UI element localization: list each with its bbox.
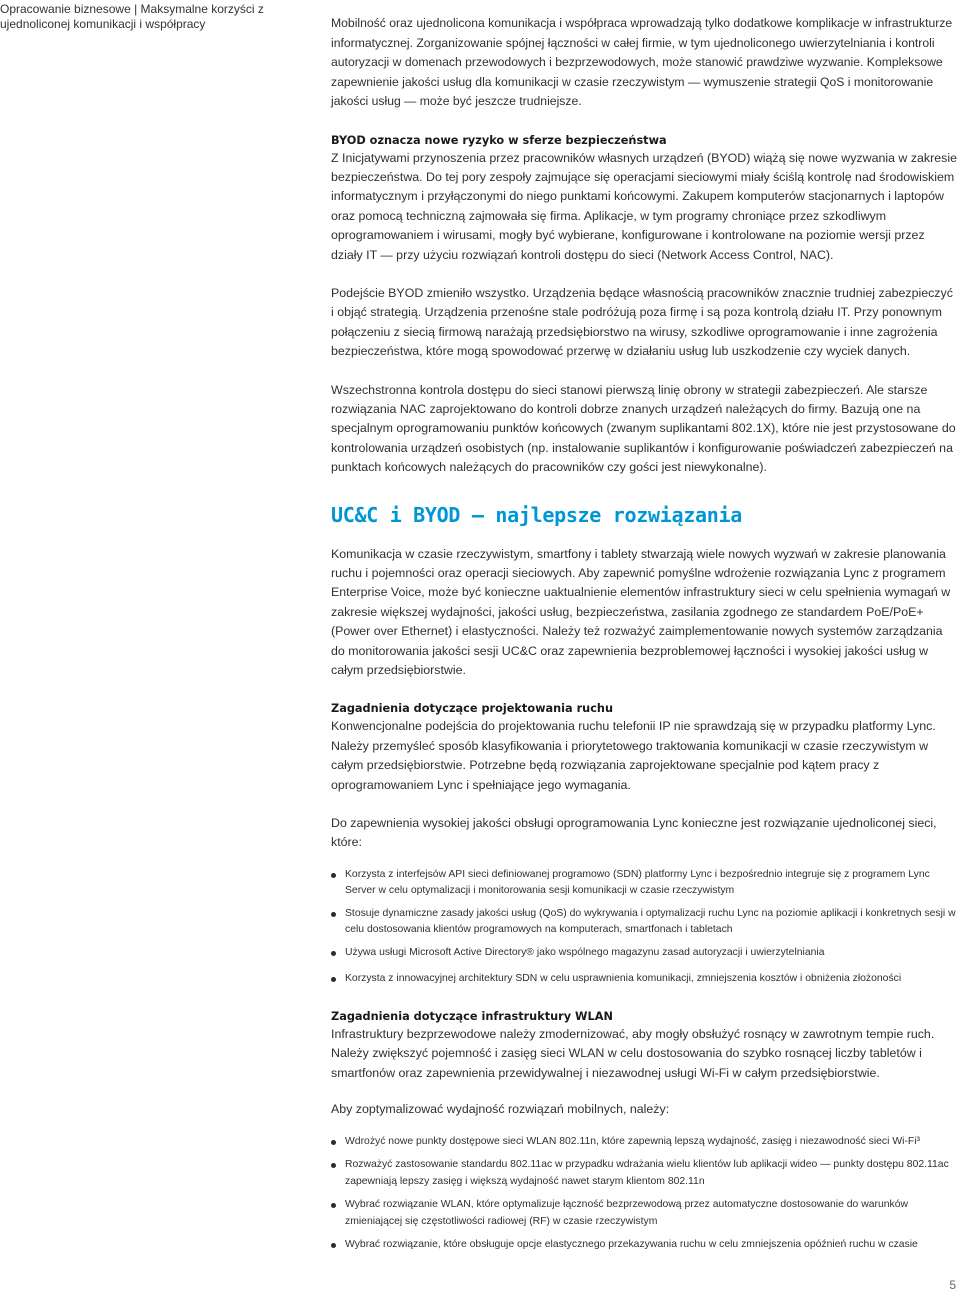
list-item: Stosuje dynamiczne zasady jakości usług (QoS) do wykrywania i optymalizacji ruchu Lync na poziomie aplikacji i konkretnych sesji w celu dostosowania klientów programowych na komputerach, smartfonach i tabletach xyxy=(331,906,957,939)
list-item: Korzysta z innowacyjnej architektury SDN w celu usprawnienia komunikacji, zmniejszenia kosztów i obniżenia złożoności xyxy=(331,971,957,988)
byod-risk-paragraph-1: Z Inicjatywami przynoszenia przez pracowników własnych urządzeń (BYOD) wiążą się nowe wyzwania w zakresie bezpieczeństwa. Do tej pory zespoły zajmujące się operacjami sieciowymi miały ściślą kontrolę nad środowiskiem informatycznym i przyłączonymi do niego punktami końcowymi. Zakupem komputerów stacjonarnych i laptopów oraz pomocą techniczną zajmowała się firma. Aplikacje, w tym programy chroniące przez szkodliwym oprogramowaniem i wirusami, mogły być wybierane, konfigurowane i kontrolowane na poziomie wersji przez działy IT — przy użyciu rozwiązań kontroli dostępu do sieci (Network Access Control, NAC). xyxy=(331,150,957,262)
traffic-design-list xyxy=(331,867,957,988)
intro-paragraph: Mobilność oraz ujednolicona komunikacja i współpraca wprowadzają tylko dodatkowe komplikacje w infrastrukturze informatycznej. Zorganizowanie spójnej łączności w całej firmie, w tym ujednoliconego uwierzytelniania i kontroli autoryzacji w domenach przewodowych i bezprzewodowych, może stanowić prawdziwe wyzwanie. Kompleksowe zapewnienie jakości usług dla komunikacji w czasie rzeczywistym — wymuszenie strategii QoS i monitorowanie jakości usług — może być jeszcze trudniejsze. xyxy=(331,16,953,108)
wlan-paragraph: Infrastruktury bezprzewodowe należy zmodernizować, aby mogły obsłużyć rosnący w zawrotnym tempie ruch. Należy zwiększyć pojemność i zasięg sieci WLAN w celu dostosowania do szybko rosnącej liczby tabletów i smartfonów oraz zapewnienia przewidywalnej i niezawodnej usługi Wi-Fi w całym przedsiębiorstwie. xyxy=(331,1026,935,1080)
byod-risk-heading: BYOD oznacza nowe ryzyko w sferze bezpieczeństwa xyxy=(331,133,667,147)
list-item: Rozważyć zastosowanie standardu 802.11ac w przypadku wdrażania wielu klientów lub aplikacji wideo — punkty dostępu 802.11ac zapewniają lepszy zasięg i większą wydajność nawet starym klientom 802.11n xyxy=(331,1157,957,1190)
list-item: Wybrać rozwiązanie WLAN, które optymalizuje łączność bezprzewodową przez automatyczne dostosowanie do warunków zmieniającej się częstotliwości radiowej (RF) w czasie rzeczywistym xyxy=(331,1197,957,1230)
list-item: Używa usługi Microsoft Active Directory® jako wspólnego magazynu zasad autoryzacji i uwierzytelniania xyxy=(331,945,957,962)
section-header: Opracowanie biznesowe | Maksymalne korzyści z ujednoliconej komunikacji i współpracy xyxy=(0,2,264,31)
list-item: Korzysta z interfejsów API sieci definiowanej programowo (SDN) platformy Lync i bezpośrednio integruje się z programem Lync Server w celu optymalizacji i monitorowania sesji komunikacji w czasie rzeczywistym xyxy=(331,867,957,900)
list-item: Wdrożyć nowe punkty dostępowe sieci WLAN 802.11n, które zapewnią lepszą wydajność, zasięg i niezawodność sieci Wi-Fi³ xyxy=(331,1134,957,1151)
main-content xyxy=(331,14,957,1254)
traffic-design-heading: Zagadnienia dotyczące projektowania ruchu xyxy=(331,702,614,716)
wlan-lead: Aby zoptymalizować wydajność rozwiązań mobilnych, należy: xyxy=(331,1102,670,1117)
wlan-heading: Zagadnienia dotyczące infrastruktury WLAN xyxy=(331,1009,613,1023)
list-item: Wybrać rozwiązanie, które obsługuje opcje elastycznego przekazywania ruchu w celu zmniejszenia opóźnień ruchu w czasie xyxy=(331,1237,957,1254)
traffic-design-paragraph: Konwencjonalne podejścia do projektowania ruchu telefonii IP nie sprawdzają się w przypadku platformy Lync. Należy przemyśleć sposób klasyfikowania i priorytetowego traktowania komunikacji w czasie rzeczywistym w całym przedsiębiorstwie. Potrzebne będą rozwiązania zaprojektowane specjalnie pod kątem pracy z oprogramowaniem Lync i spełniające jego wymagania. xyxy=(331,719,936,792)
wlan-list xyxy=(331,1134,957,1254)
traffic-design-lead: Do zapewnienia wysokiej jakości obsługi oprogramowania Lync konieczne jest rozwiązanie ujednoliconej sieci, które: xyxy=(331,816,937,850)
ucc-byod-paragraph: Komunikacja w czasie rzeczywistym, smartfony i tablety stwarzają wiele nowych wyzwań w zakresie planowania ruchu i pojemności oraz operacji sieciowych. Aby zapewnić pomyślne wdrożenie rozwiązania Lync z programem Enterprise Voice, może być konieczne uaktualnienie elementów infrastruktury sieci w celu spełnienia wymagań w zakresie większej wydajności, jakości usług, bezpieczeństwa, zasilania zgodnego ze standardem PoE/PoE+ (Power over Ethernet) i elastyczności. Należy też rozważyć zaimplementowanie nowych systemów zarządzania do monitorowania jakości sesji UC&C oraz zapewnienia bezproblemowej łączności i wysokiej jakości usług w całym przedsiębiorstwie. xyxy=(331,546,951,678)
byod-risk-paragraph-2: Podejście BYOD zmieniło wszystko. Urządzenia będące własnością pracowników znacznie trudniej zabezpieczyć i objąć strategią. Urządzenia przenośne stale podróżują poza firmę i są poza kontrolą działu IT. Przy ponownym połączeniu z siecią firmową narażają przedsiębiorstwo na wirusy, szkodliwe oprogramowanie i inne zagrożenia bezpieczeństwa, które mogą spowodować przerwę w działaniu usług lub uszkodzenie czy wyciek danych. xyxy=(331,285,953,359)
page-number: 5 xyxy=(949,1278,956,1292)
ucc-byod-heading: UC&C i BYOD — najlepsze rozwiązania xyxy=(331,502,742,527)
byod-risk-paragraph-3: Wszechstronna kontrola dostępu do sieci stanowi pierwszą linię obrony w strategii zabezpieczeń. Ale starsze rozwiązania NAC zaprojektowano do kontroli dobrze znanych urządzeń należących do firmy. Bazują one na specjalnym oprogramowaniu punktów końcowych (zwanym suplikantami 802.1X), które nie jest przystosowane do kontrolowania urządzeń osobistych (np. instalowanie suplikantów i konfigurowanie poświadczeń zabezpieczeń na punktach końcowych należących do pracowników czy gości jest niewykonalne). xyxy=(331,382,956,475)
